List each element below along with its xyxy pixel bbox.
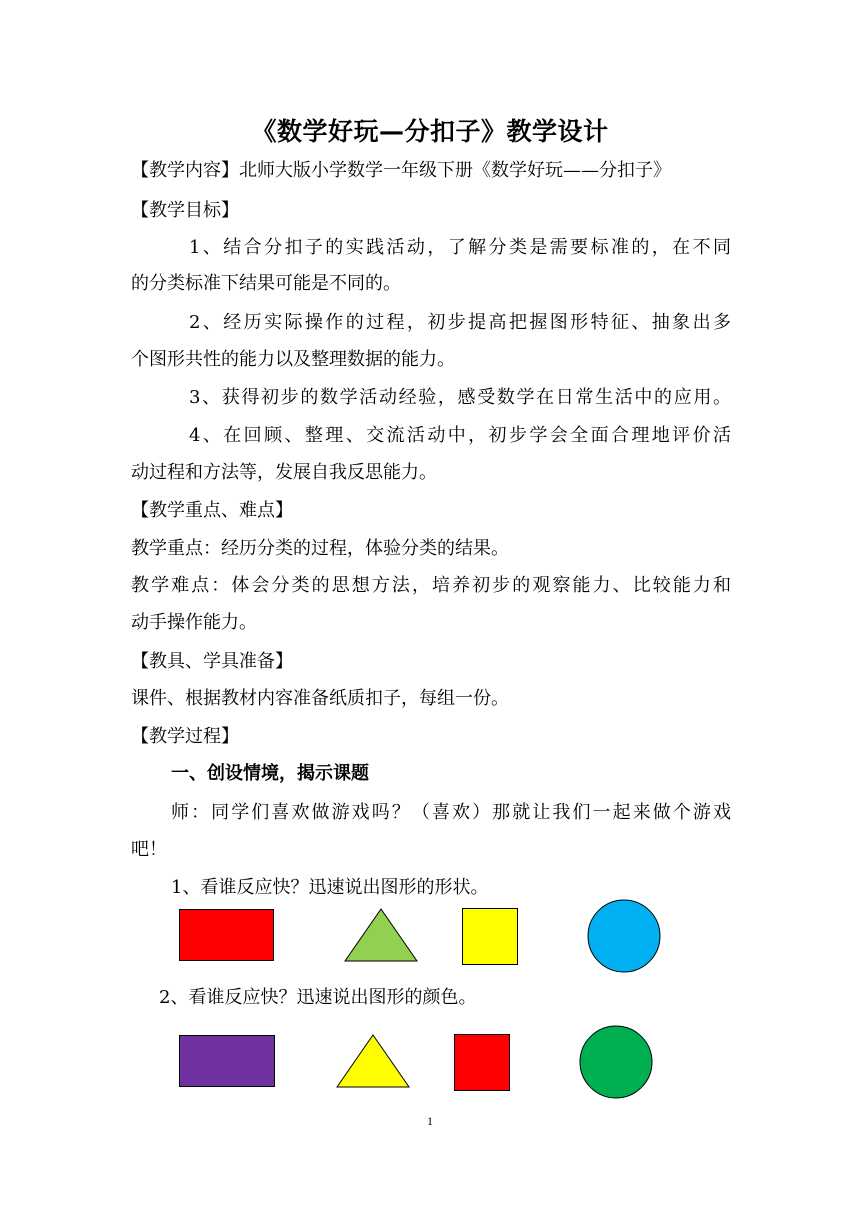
- teacher-line-2: 吧！: [131, 839, 167, 860]
- key-points-heading: 【教学重点、难点】: [131, 500, 293, 521]
- green-circle: [578, 1024, 654, 1100]
- goal-3: 3、获得初步的数学活动经验，感受数学在日常生活中的应用。: [189, 387, 731, 408]
- blue-circle: [586, 898, 662, 974]
- section-1-heading: 一、创设情境，揭示课题: [171, 763, 369, 784]
- red-rectangle: [179, 909, 274, 961]
- process-heading: 【教学过程】: [131, 726, 239, 747]
- difficult-point-line-1: 教学难点：体会分类的思想方法，培养初步的观察能力、比较能力和: [131, 575, 731, 596]
- teaching-content: 【教学内容】北师大版小学数学一年级下册《数学好玩——分扣子》: [131, 160, 671, 181]
- question-1: 1、看谁反应快？迅速说出图形的形状。: [171, 877, 489, 898]
- yellow-triangle: [336, 1034, 410, 1088]
- question-2: 2、看谁反应快？迅速说出图形的颜色。: [159, 987, 477, 1008]
- document-title: 《数学好玩—分扣子》教学设计: [251, 117, 609, 146]
- purple-rectangle: [179, 1035, 275, 1087]
- goal-4-line-1: 4、在回顾、整理、交流活动中，初步学会全面合理地评价活: [189, 425, 731, 446]
- green-triangle: [344, 908, 418, 962]
- goals-heading: 【教学目标】: [131, 200, 239, 221]
- goal-1-line-1: 1、结合分扣子的实践活动，了解分类是需要标准的，在不同: [189, 237, 731, 258]
- goal-2-line-2: 个图形共性的能力以及整理数据的能力。: [131, 349, 455, 370]
- page-number: 1: [427, 1114, 433, 1128]
- yellow-square: [462, 908, 518, 965]
- tools-text: 课件、根据教材内容准备纸质扣子，每组一份。: [131, 688, 509, 709]
- goal-1-line-2: 的分类标准下结果可能是不同的。: [131, 273, 401, 294]
- difficult-point-line-2: 动手操作能力。: [131, 612, 257, 633]
- teacher-line-1: 师：同学们喜欢做游戏吗？（喜欢）那就让我们一起来做个游戏: [171, 802, 731, 823]
- goal-4-line-2: 动过程和方法等，发展自我反思能力。: [131, 462, 437, 483]
- tools-heading: 【教具、学具准备】: [131, 651, 293, 672]
- key-point: 教学重点：经历分类的过程，体验分类的结果。: [131, 538, 509, 559]
- red-square: [454, 1034, 510, 1091]
- goal-2-line-1: 2、经历实际操作的过程，初步提高把握图形特征、抽象出多: [189, 312, 731, 333]
